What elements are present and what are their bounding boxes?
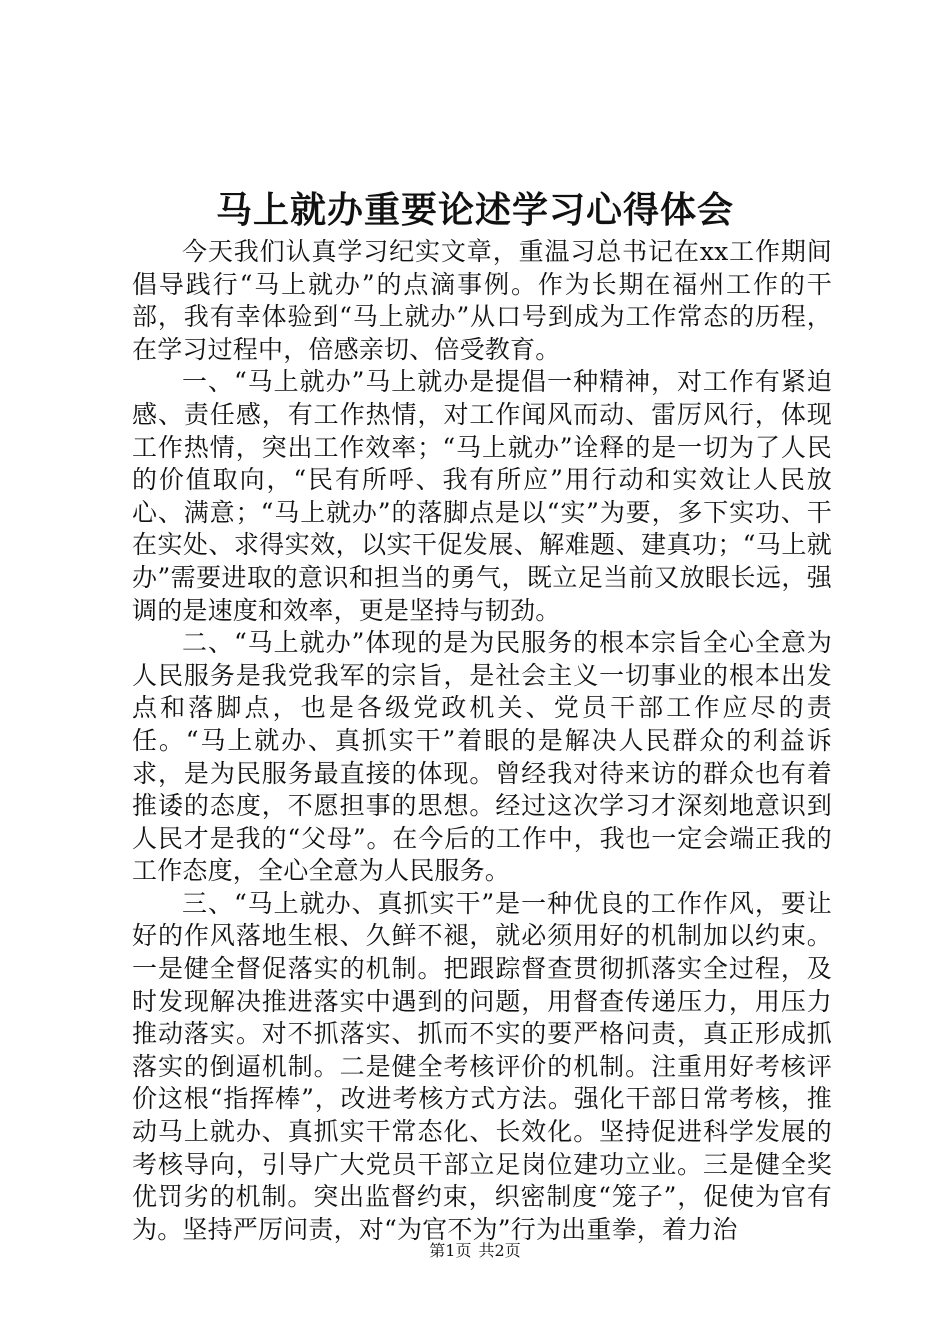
page-footer [0,1240,950,1262]
document-body [132,236,832,1246]
paragraph-intro: 今天我们认真学习纪实文章，重温习总书记在xx工作期间倡导践行“马上就办”的点滴事例。作为长期在福州工作的干部，我有幸体验到“马上就办”从口号到成为工作常态的历程，在学习过程中，倍感亲切、倍受教育。 [132,237,832,364]
page-number: 第1页 [429,1241,472,1260]
paragraph-section-2: 二、“马上就办”体现的是为民服务的根本宗旨全心全意为人民服务是我党我军的宗旨，是社会主义一切事业的根本出发点和落脚点，也是各级党政机关、党员干部工作应尽的责任。“马上就办、真抓实干”着眼的是解决人民群众的利益诉求，是为民服务最直接的体现。曾经我对待来访的群众也有着推诿的态度，不愿担事的思想。经过这次学习才深刻地意识到人民才是我的“父母”。在今后的工作中，我也一定会端正我的工作态度，全心全意为人民服务。 [132,628,832,886]
paragraph-section-1: 一、“马上就办”马上就办是提倡一种精神，对工作有紧迫感、责任感，有工作热情，对工作闻风而动、雷厉风行，体现工作热情，突出工作效率；“马上就办”诠释的是一切为了人民的价值取向，“民有所呼、我有所应”用行动和实效让人民放心、满意；“马上就办”的落脚点是以“实”为要，多下实功、干在实处、求得实效，以实干促发展、解难题、建真功；“马上就办”需要进取的意识和担当的勇气，既立足当前又放眼长远，强调的是速度和效率，更是坚持与韧劲。 [132,367,832,625]
document-title: 马上就办重要论述学习心得体会 [215,189,734,231]
page-total: 共2页 [478,1241,521,1260]
paragraph-section-3: 三、“马上就办、真抓实干”是一种优良的工作作风，要让好的作风落地生根、久鲜不褪，就必须用好的机制加以约束。一是健全督促落实的机制。把跟踪督查贯彻抓落实全过程，及时发现解决推进落实中遇到的问题，用督查传递压力，用压力推动落实。对不抓落实、抓而不实的要严格问责，真正形成抓落实的倒逼机制。二是健全考核评价的机制。注重用好考核评价这根“指挥棒”，改进考核方式方法。强化干部日常考核，推动马上就办、真抓实干常态化、长效化。坚持促进科学发展的考核导向，引导广大党员干部立足岗位建功立业。三是健全奖优罚劣的机制。突出监督约束，织密制度“笼子”，促使为官有为。坚持严厉问责，对“为官不为”行为出重拳，着力治 [132,888,832,1244]
